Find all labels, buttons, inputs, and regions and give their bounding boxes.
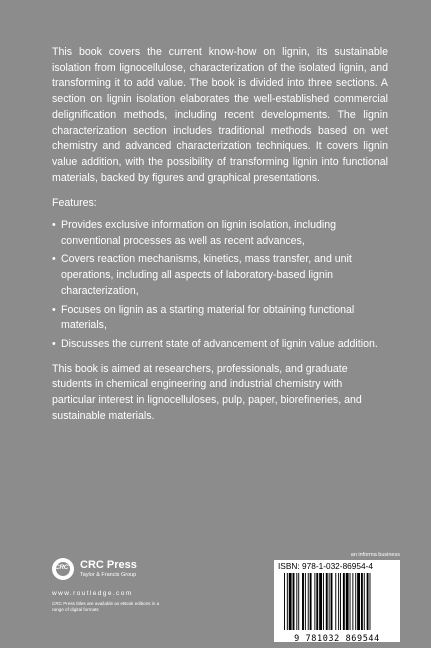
ebook-note: CRC Press titles are available as eBook editions in a range of digital formats <box>52 601 160 612</box>
intro-paragraph: This book covers the current know-how on lignin, its sustainable isolation from lignocellulose, characterization of the isolated lignin, and transforming it to add value. The book is divided into three sections. A section on lignin isolation elaborates the well-established commercial delignification methods, including recent developments. The lignin characterization section includes traditional methods based on wet chemistry and advanced characterization techniques. It covers lignin value addition, with the possibility of transforming lignin into functional materials, backed by figures and graphical presentations. <box>52 46 388 184</box>
feature-text: Discusses the current state of advancement of lignin value addition. <box>61 337 378 350</box>
feature-text: Covers reaction mechanisms, kinetics, mass transfer, and unit operations, including all aspects of laboratory-based lignin characterization, <box>61 253 352 297</box>
bullet-icon: • <box>52 337 56 350</box>
feature-item <box>52 252 388 299</box>
publisher-group: Taylor & Francis Group <box>80 572 137 578</box>
bullet-icon: • <box>52 303 56 316</box>
feature-item <box>52 218 388 249</box>
description-block <box>52 45 388 434</box>
publisher-name: CRC Press <box>80 559 137 571</box>
feature-text: Focuses on lignin as a starting material for obtaining functional materials, <box>61 303 355 332</box>
feature-item <box>52 303 388 334</box>
audience-paragraph: This book is aimed at researchers, professionals, and graduate students in chemical engineering and industrial chemistry with particular interest in lignocelluloses, pulp, paper, biorefineries, and sustainable materials. <box>52 362 362 422</box>
feature-text: Provides exclusive information on lignin isolation, including conventional processes as well as recent advances, <box>61 219 336 247</box>
publisher-website: www.routledge.com <box>52 590 133 597</box>
crc-logo-text: CRC <box>55 564 69 571</box>
features-list <box>52 218 388 353</box>
isbn-barcode <box>274 560 400 642</box>
barcode-icon <box>278 573 396 633</box>
publisher-block <box>52 558 232 628</box>
bullet-icon: • <box>52 219 56 232</box>
barcode-area <box>274 552 402 644</box>
isbn-text: ISBN: 978-1-032-86954-4 <box>278 561 374 571</box>
informa-label: an informa business <box>350 552 400 558</box>
features-heading: Features: <box>52 197 97 210</box>
bullet-icon: • <box>52 253 56 266</box>
feature-item <box>52 337 388 353</box>
crc-logo-icon <box>52 558 74 580</box>
barcode-digits: 9 781032 869544 <box>294 634 380 644</box>
